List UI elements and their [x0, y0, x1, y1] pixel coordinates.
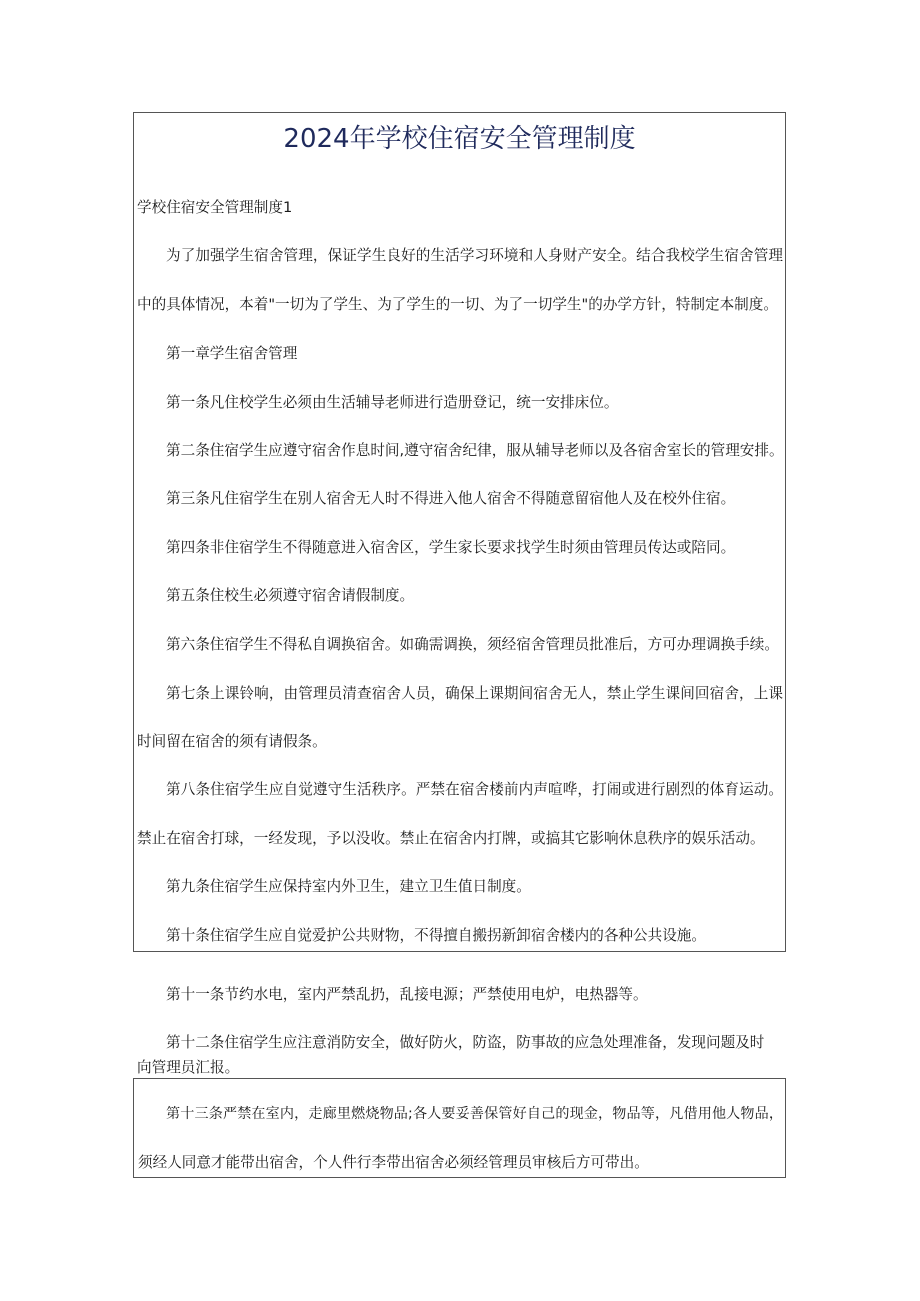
article-3: 第三条凡住宿学生在别人宿舍无人时不得进入他人宿舍不得随意留宿他人及在校外住宿。 — [166, 490, 736, 507]
article-4: 第四条非住宿学生不得随意进入宿舍区，学生家长要求找学生时须由管理员传达或陪同。 — [166, 539, 736, 556]
article-12-line-2: 向管理员汇报。 — [137, 1059, 240, 1076]
article-6: 第六条住宿学生不得私自调换宿舍。如确需调换，须经宿舍管理员批准后，方可办理调换手续。 — [166, 636, 779, 653]
article-13-line-1: 第十三条严禁在室内，走廊里燃烧物品;各人要妥善保管好自己的现金，物品等，凡借用他人物品， — [166, 1106, 783, 1122]
section-subtitle: 学校住宿安全管理制度1 — [137, 199, 293, 216]
article-1: 第一条凡住校学生必须由生活辅导老师进行造册登记，统一安排床位。 — [166, 394, 619, 411]
article-11: 第十一条节约水电，室内严禁乱扔，乱接电源；严禁使用电炉，电热器等。 — [166, 986, 648, 1003]
article-8-line-2: 禁止在宿舍打球，一经发现，予以没收。禁止在宿舍内打牌，或搞其它影响休息秩序的娱乐活动。 — [137, 830, 765, 847]
article-13-line-2: 须经人同意才能带出宿舍，个人件行李带出宿舍必须经管理员审核后方可带出。 — [138, 1154, 649, 1171]
article-8-line-1: 第八条住宿学生应自觉遵守生活秩序。严禁在宿舍楼前内声喧哗，打闹或进行剧烈的体育运动。 — [166, 781, 783, 798]
chapter-heading: 第一章学生宿舍管理 — [166, 345, 298, 362]
article-5: 第五条住校生必须遵守宿舍请假制度。 — [166, 587, 415, 604]
article-10: 第十条住宿学生应自觉爱护公共财物，不得擅自搬拐新卸宿舍楼内的各种公共设施。 — [166, 927, 706, 944]
intro-paragraph-line-1: 为了加强学生宿舍管理，保证学生良好的生活学习环境和人身财产安全。结合我校学生宿舍管理 — [166, 247, 783, 264]
article-12-line-1: 第十二条住宿学生应注意消防安全，做好防火，防盗，防事故的应急处理准备，发现问题及时 — [166, 1034, 765, 1051]
document-title: 2024年学校住宿安全管理制度 — [283, 124, 636, 154]
article-2: 第二条住宿学生应遵守宿舍作息时间,遵守宿舍纪律，服从辅导老师以及各宿舍室长的管理安排。 — [166, 442, 784, 459]
article-9: 第九条住宿学生应保持室内外卫生，建立卫生值日制度。 — [166, 878, 531, 895]
article-7-line-1: 第七条上课铃响，由管理员清查宿舍人员，确保上课期间宿舍无人，禁止学生课间回宿舍，上课 — [166, 685, 783, 702]
intro-paragraph-line-2: 中的具体情况，本着"一切为了学生、为了学生的一切、为了一切学生"的办学方针，特制定本制度。 — [137, 296, 778, 313]
article-7-line-2: 时间留在宿舍的须有请假条。 — [137, 733, 327, 750]
content-frame-top — [133, 112, 786, 952]
